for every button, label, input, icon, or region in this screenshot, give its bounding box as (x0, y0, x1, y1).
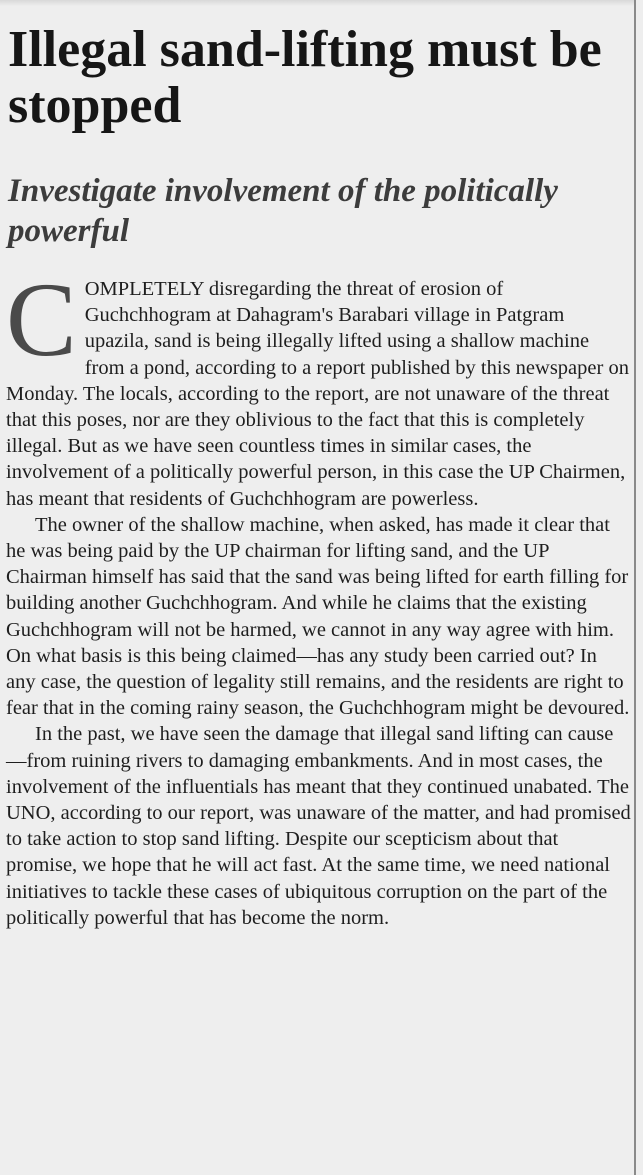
paragraph-1-text: OMPLETELY disregarding the threat of erosion of Guchchhogram at Dahagram's Barabari village in Patgram upazila, sand is being illegally lifted using a shallow machine from a pond, according to a report published by this newspaper on Monday. The locals, according to the report, are not unaware of the threat that this poses, nor are they oblivious to the fact that this is completely illegal. But as we have seen countless times in similar cases, the involvement of a politically powerful person, in this case the UP Chairmen, has meant that residents of Guchchhogram are powerless. (6, 278, 629, 510)
column-rule (634, 0, 636, 1175)
clipping-top-edge (0, 0, 634, 6)
paragraph-1 (6, 261, 631, 512)
drop-cap: C (6, 261, 77, 378)
paragraph-2: The owner of the shallow machine, when asked, has made it clear that he was being paid by the UP chairman for lifting sand, and the UP Chairman himself has said that the sand was being lifted for earth filling for building another Guchchhogram. And while he claims that the existing Guchchhogram will not be harmed, we cannot in any way agree with him. On what basis is this being claimed—has any study been carried out? In any case, the question of legality still remains, and the residents are right to fear that in the coming rainy season, the Guchchhogram might be devoured. (6, 513, 630, 720)
headline: Illegal sand-lifting must be stopped (8, 21, 602, 134)
paragraph-3: In the past, we have seen the damage that illegal sand lifting can cause—from ruining rivers to damaging embankments. And in most cases, the involvement of the influentials has meant that they continued unabated. The UNO, according to our report, was unaware of the matter, and had promised to take action to stop sand lifting. Despite our scepticism about that promise, we hope that he will act fast. At the same time, we need national initiatives to tackle these cases of ubiquitous corruption on the part of the politically powerful that has become the norm. (6, 723, 631, 929)
subheadline: Investigate involvement of the politically powerful (8, 173, 558, 249)
article-body (6, 261, 631, 931)
